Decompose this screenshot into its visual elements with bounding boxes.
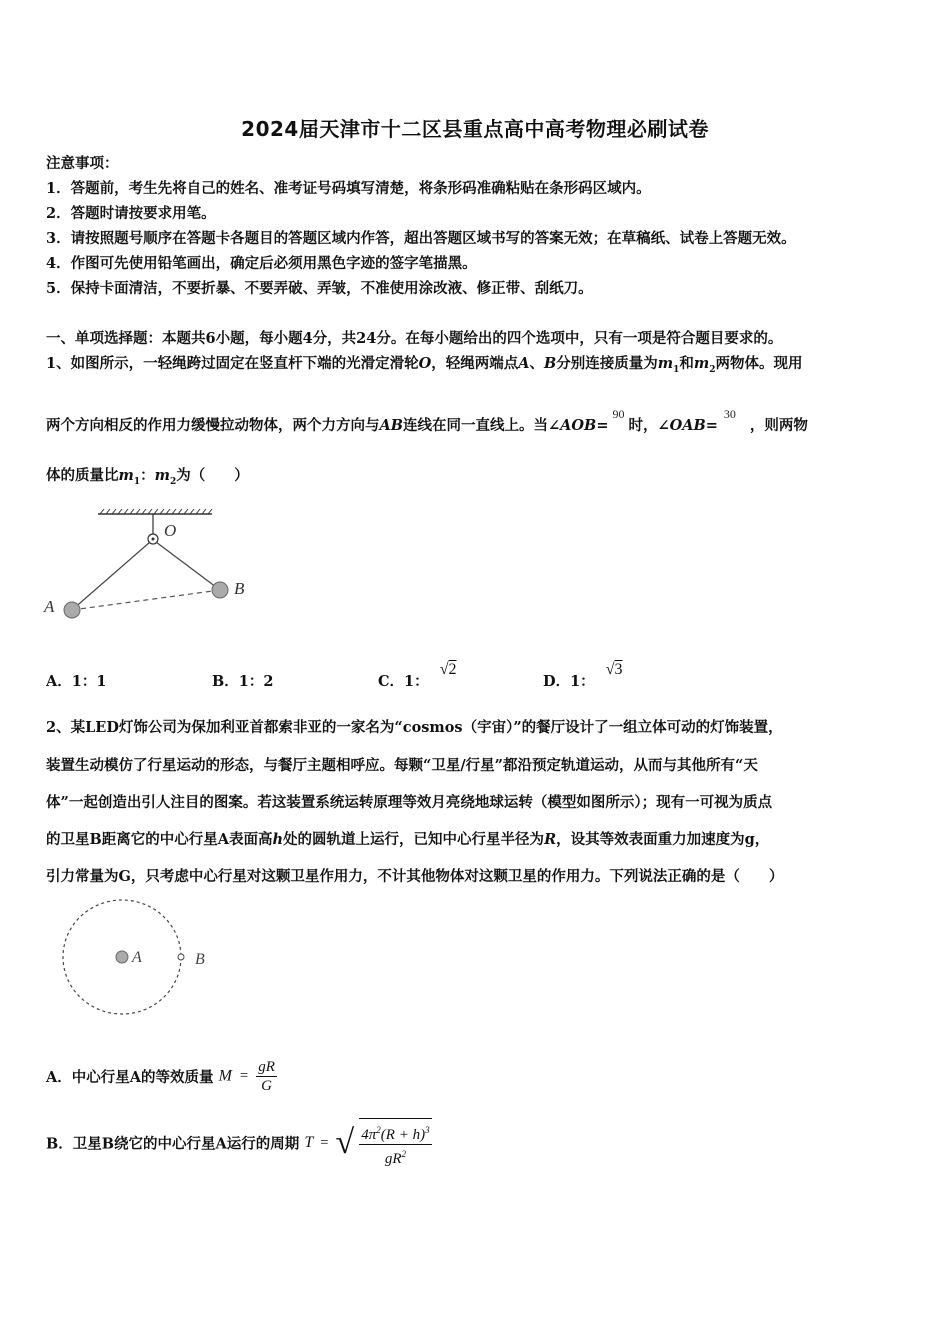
q1-option-a[interactable]: A．1：1: [46, 673, 107, 690]
section-heading: 一、单项选择题：本题共6小题，每小题4分，共24分。在每小题给出的四个选项中，只有一项是符合题目要求的。: [46, 330, 783, 347]
q1-option-b[interactable]: B．1：2: [212, 673, 274, 690]
q1-option-c[interactable]: C．1： √2: [378, 661, 457, 690]
label-A: A: [132, 949, 142, 966]
q1-line1: 1、如图所示，一轻绳跨过固定在竖直杆下端的光滑定滑轮O，轻绳两端点A、B分别连接质量为$m_1$和$m_2$两物体。现用: [46, 355, 803, 375]
q2-option-b[interactable]: B．卫星B绕它的中心行星A运行的周期 T = √ $\frac{4\pi^2(R + h)^3}{gR^2}$: [46, 1118, 432, 1168]
label-A: A: [44, 597, 55, 616]
pulley-figure: [40, 500, 260, 630]
q1-option-d[interactable]: D．1： √3: [543, 661, 623, 690]
q2-line1: 2、某LED灯饰公司为保加利亚首都索非亚的一家名为“cosmos（宇宙）”的餐厅设计了一组立体可动的灯饰装置，: [46, 719, 783, 736]
q1-line2: 两个方向相反的作用力缓慢拉动物体，两个力方向与AB连线在同一直线上。当∠AOB=$^{90}$时，∠OAB=$^{30}$，则两物: [46, 407, 808, 434]
notice-item-3: 3．请按照题号顺序在答题卡各题目的答题区域内作答，超出答题区域书写的答案无效；在草稿纸、试卷上答题无效。: [46, 230, 796, 247]
q2-line4: 的卫星B距离它的中心行星A表面高h处的圆轨道上运行，已知中心行星半径为R，设其等效表面重力加速度为g，: [46, 831, 770, 848]
q2-line5: 引力常量为G，只考虑中心行星对这颗卫星作用力，不计其他物体对这颗卫星的作用力。下列说法正确的是（ ）: [46, 868, 784, 885]
orbit-figure: [50, 895, 230, 1025]
notice-heading: 注意事项：: [46, 155, 119, 172]
label-B: B: [234, 579, 245, 598]
q1-line3: 体的质量比$m_1$：$m_2$为（ ）: [46, 467, 249, 487]
q2-line3: 体”一起创造出引人注目的图案。若这装置系统运转原理等效月亮绕地球运转（模型如图所示）；现有一可视为质点: [46, 794, 773, 811]
notice-item-5: 5．保持卡面清洁，不要折暴、不要弄破、弄皱，不准使用涂改液、修正带、刮纸刀。: [46, 280, 593, 297]
page-title: 2024届天津市十二区县重点高中高考物理必刷试卷: [241, 117, 709, 141]
notice-item-1: 1．答题前，考生先将自己的姓名、准考证号码填写清楚，将条形码准确粘贴在条形码区域内。: [46, 180, 651, 197]
notice-item-2: 2．答题时请按要求用笔。: [46, 205, 216, 222]
q2-line2: 装置生动模仿了行星运动的形态，与餐厅主题相呼应。每颗“卫星/行星”都沿预定轨道运动，从而与其他所有“天: [46, 757, 758, 774]
q2-option-a[interactable]: A．中心行星A的等效质量 M = $\frac{gR}{G}$: [46, 1059, 275, 1094]
notice-item-4: 4．作图可先使用铅笔画出，确定后必须用黑色字迹的签字笔描黑。: [46, 255, 477, 272]
label-O: O: [164, 521, 177, 540]
label-B: B: [195, 951, 205, 968]
